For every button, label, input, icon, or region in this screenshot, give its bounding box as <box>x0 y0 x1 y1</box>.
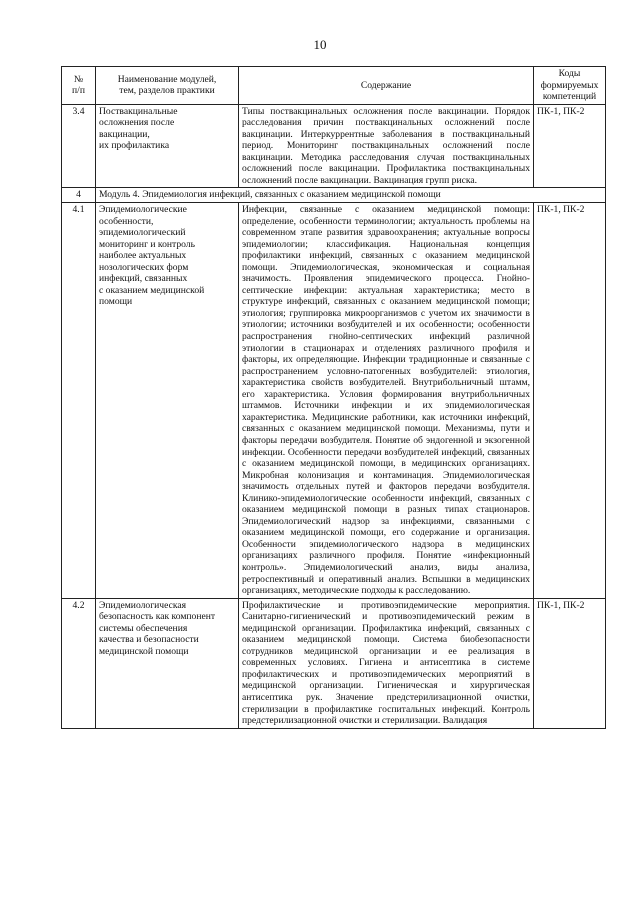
header-title: Наименование модулей, тем, разделов практики <box>96 67 239 105</box>
row-content: Профилактические и противоэпидемические мероприятия. Санитарно-гигиенический и противоэпидемический режим в медицинской организации. Профилактика инфекций, связанных с оказанием медицинской помощи. Система биобезопасности сотрудников медицинской организации и ее реализация в современных условиях. Гигиена и антисептика в системе профилактических и противоэпидемических мероприятий в медицинской организации. Гигиеническая и хирургическая антисептика рук. Значение предстерилизационной очистки, стерилизации в профилактике госпитальных инфекций. Контроль предстерилизационной очистки и стерилизации. Валидация <box>239 598 534 728</box>
module-row <box>62 188 606 203</box>
table-row <box>62 203 606 599</box>
row-num: 3.4 <box>62 104 96 188</box>
row-codes: ПК-1, ПК-2 <box>534 203 606 599</box>
curriculum-table <box>61 66 606 729</box>
row-content: Типы поствакцинальных осложнения после вакцинации. Порядок расследования причин поствакцинальных осложнений после вакцинации. Интеркуррентные заболевания в поствакцинальный период. Мониторинг поствакцинальных осложнений после вакцинации. Методика расследования случая поствакцинальных осложнений после вакцинации. Профилактика поствакцинальных осложнений после вакцинации. Вакцинация групп риска. <box>239 104 534 188</box>
row-num: 4.1 <box>62 203 96 599</box>
header-codes: Коды формируемых компетенций <box>534 67 606 105</box>
row-title: Эпидемиологическая безопасность как компонент системы обеспечения качества и безопасности медицинской помощи <box>96 598 239 728</box>
row-codes: ПК-1, ПК-2 <box>534 598 606 728</box>
module-title: Модуль 4. Эпидемиология инфекций, связанных с оказанием медицинской помощи <box>96 188 606 203</box>
table-row <box>62 104 606 188</box>
table-header-row <box>62 67 606 105</box>
row-content: Инфекции, связанные с оказанием медицинской помощи: определение, особенности терминологии; актуальность проблемы на современном этапе развития здравоохранения; актуальные вопросы эпидемиологии; классификация. Национальная концепция профилактики инфекций, связанных с оказанием медицинской помощи. Эпидемиологическая, экономическая и социальная значимость. Проявления эпидемического процесса. Гнойно-септические инфекции: актуальная характеристика; место в структуре инфекций, связанных с оказанием медицинской помощи; этиология; группировка микроорганизмов с учетом их значимости в этиологии; источники возбудителей и их особенности; особенности распространения гнойно-септических инфекций различной этиологии в стационарах и отделениях различного профиля и факторы, их определяющие. Инфекции традиционные и связанные с распространением условно-патогенных возбудителей: этиология, характеристика свойств возбудителей. Внутрибольничный штамм, его характеристика. Условия формирования внутрибольничных штаммов. Источники инфекции и их эпидемиологическая характеристика. Медицинские работники, как источники инфекций, связанных с оказанием медицинской помощи. Механизмы, пути и факторы передачи возбудителя. Понятие об эндогенной и экзогенной инфекции. Особенности передачи возбудителей инфекций, связанных с оказанием медицинской помощи, в медицинских организациях. Микробная колонизация и контаминация. Эпидемиологическая значимость отдельных путей и факторов передачи возбудителя. Клинико-эпидемиологические особенности инфекций, связанных с оказанием медицинской помощи в разных типах стационаров. Эпидемиологический надзор за инфекциями, связанными с оказанием медицинской помощи, его содержание и организация. Особенности эпидемиологического надзора в медицинских организациях различного профиля. Понятие «инфекционный контроль». Эпидемиологический анализ, виды анализа, ретроспективный и оперативный анализ. Вспышки в медицинских организациях, методические подходы к расследованию. <box>239 203 534 599</box>
header-content: Содержание <box>239 67 534 105</box>
row-title: Эпидемиологические особенности, эпидемиологический мониторинг и контроль наиболее актуальных нозологических форм инфекций, связанных с оказанием медицинской помощи <box>96 203 239 599</box>
module-num: 4 <box>62 188 96 203</box>
row-codes: ПК-1, ПК-2 <box>534 104 606 188</box>
row-num: 4.2 <box>62 598 96 728</box>
header-num: № п/п <box>62 67 96 105</box>
table-row <box>62 598 606 728</box>
row-title: Поствакцинальные осложнения после вакцинации, их профилактика <box>96 104 239 188</box>
page-number: 10 <box>313 37 327 52</box>
